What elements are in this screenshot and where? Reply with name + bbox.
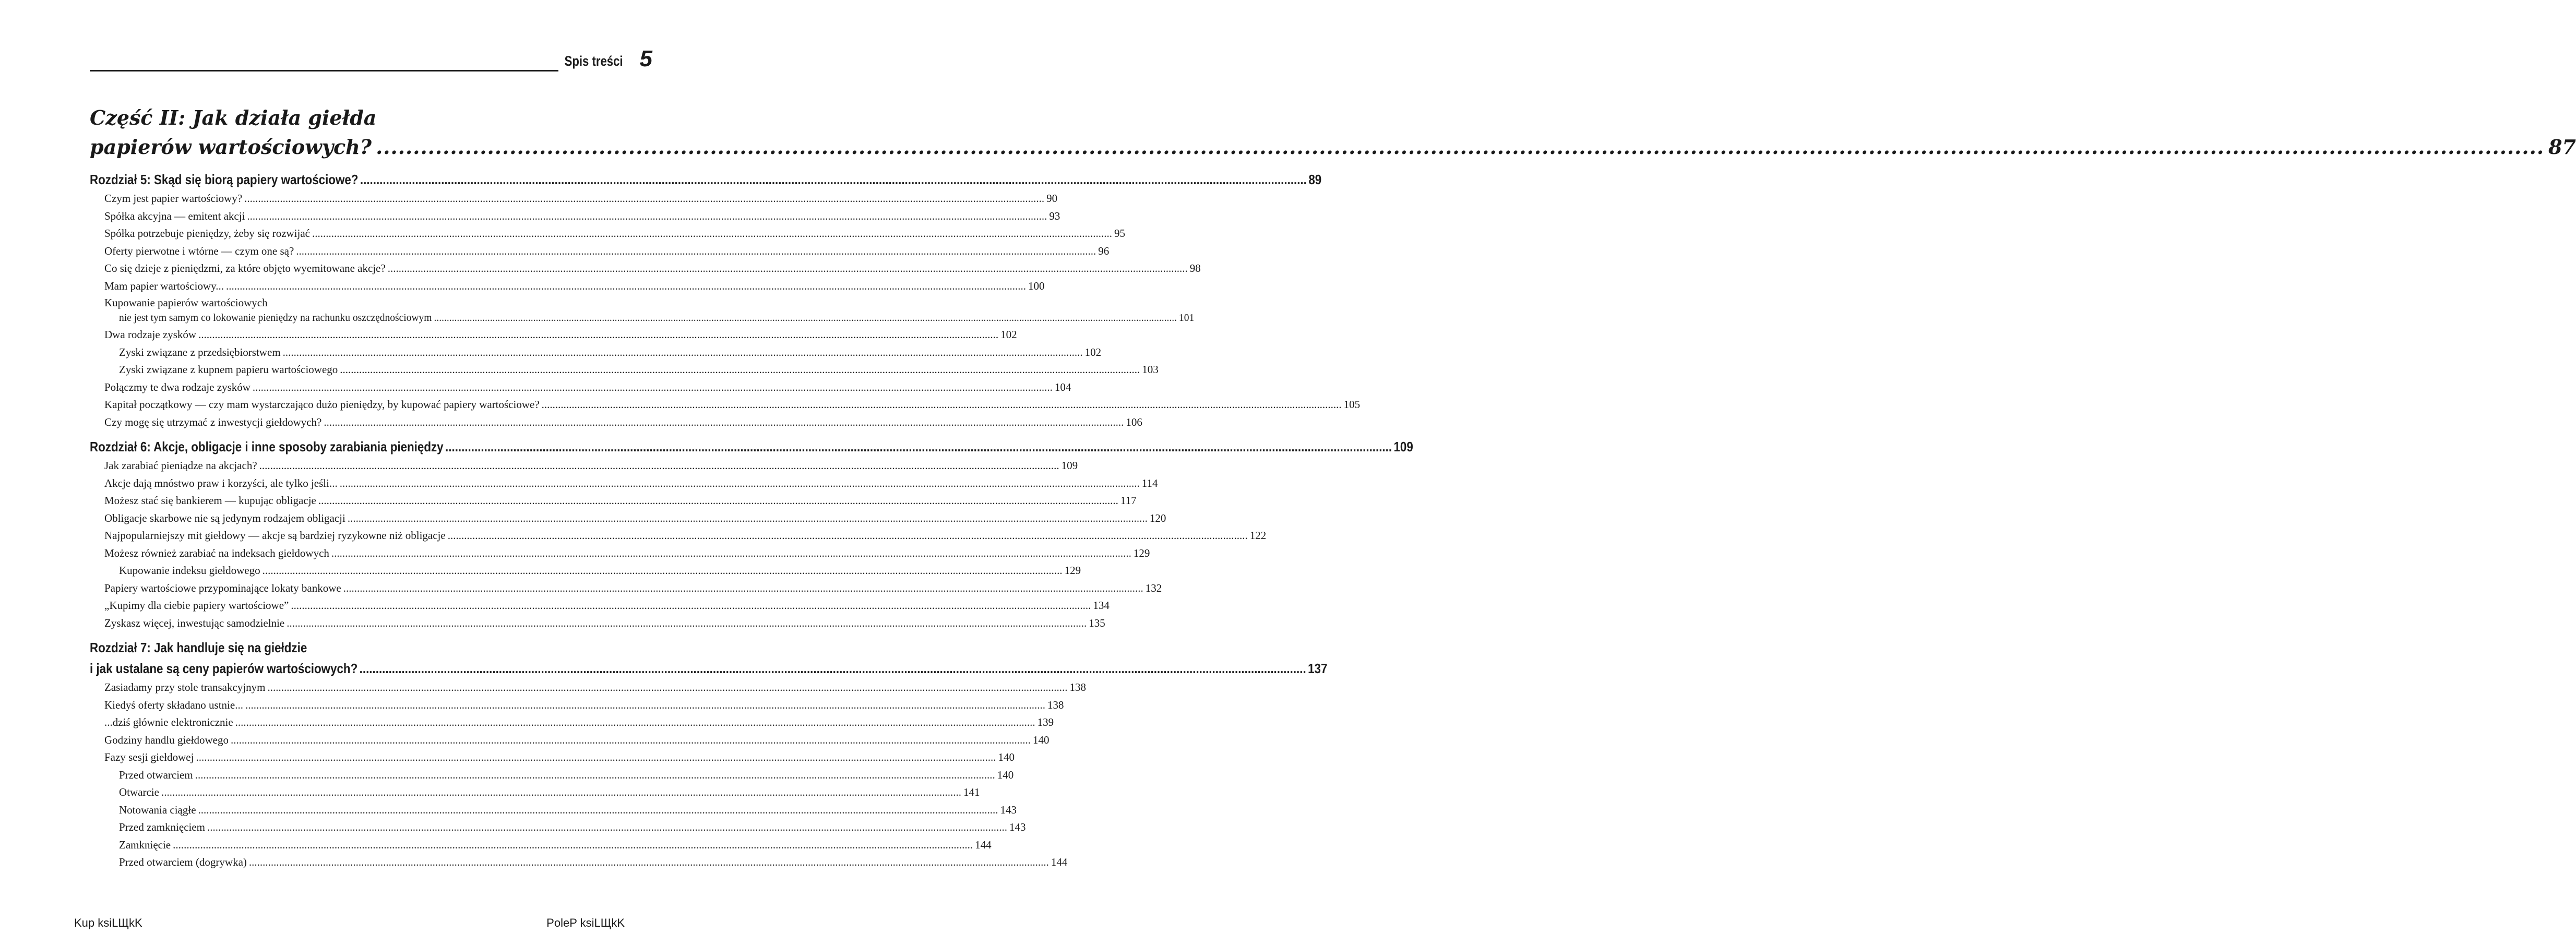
- dot-leader: ....................................................................................................................................................................................................................................................................................................: [312, 227, 1112, 240]
- toc-subentry[interactable]: [90, 784, 980, 802]
- chapter-title-line: Rozdział 7: Jak handluje się na giełdzie: [90, 640, 307, 655]
- toc-entry[interactable]: [90, 615, 1105, 632]
- running-header: [90, 47, 652, 73]
- toc-entry[interactable]: [90, 597, 1110, 615]
- chapter-title-line: [90, 169, 1322, 190]
- toc-subentry[interactable]: [90, 767, 1014, 784]
- dot-leader: ....................................................................................................................................................................................................................................................................................................: [198, 803, 998, 816]
- chapter-title-text: Rozdział 6: Akcje, obligacje i inne sposoby zarabiania pieniędzy: [90, 439, 444, 454]
- entry-title: Notowania ciągłe: [119, 803, 196, 816]
- entry-page-number: 140: [1032, 733, 1050, 746]
- entry-title: Papiery wartościowe przypominające lokaty bankowe: [104, 581, 341, 594]
- part-page-number: 87: [2548, 135, 2576, 159]
- dot-leader: ....................................................................................................................................................................................................................................................................................................: [245, 698, 1045, 711]
- entry-page-number: 102: [1084, 345, 1102, 358]
- entry-title: Dwa rodzaje zysków: [104, 328, 197, 341]
- entry-title: Możesz stać się bankierem — kupując obligacje: [104, 494, 316, 507]
- entry-page-number: 138: [1047, 698, 1064, 711]
- header-rule: [90, 70, 558, 71]
- entry-title: Fazy sesji giełdowej: [104, 751, 194, 763]
- toc-entry[interactable]: [90, 243, 1110, 260]
- toc-entry[interactable]: [90, 326, 1017, 344]
- toc-entry[interactable]: [90, 732, 1050, 749]
- footer-right-link[interactable]: PoleP ksiLЩkK: [546, 916, 625, 929]
- dot-leader: ....................................................................................................................................................................................................................................................................................................: [387, 262, 1188, 274]
- toc-entry[interactable]: [90, 260, 1201, 278]
- toc-entry[interactable]: [90, 492, 1137, 510]
- entry-page-number: 140: [998, 751, 1015, 763]
- entry-page-number: 114: [1141, 476, 1158, 489]
- dot-leader: ....................................................................................................................................................................................................................................................................................................: [248, 856, 1049, 868]
- entry-title: Zasiadamy przy stole transakcyjnym: [104, 681, 266, 693]
- entry-page-number: 132: [1145, 581, 1162, 594]
- dot-leader: ....................................................................................................................................................................................................................................................................................................: [226, 279, 1026, 292]
- toc-entry[interactable]: [90, 714, 1054, 732]
- entry-title: Czy mogę się utrzymać z inwestycji giełdowych?: [104, 415, 322, 428]
- dot-leader: ....................................................................................................................................................................................................................................................................................................: [331, 546, 1131, 559]
- dot-leader: ....................................................................................................................................................................................................................................................................................................: [339, 476, 1140, 489]
- entry-page-number: 100: [1028, 279, 1045, 292]
- toc-entry[interactable]: [90, 190, 1058, 208]
- toc-entry[interactable]: [90, 510, 1166, 528]
- dot-leader: ....................................................................................................................................................................................................................................................................................................: [252, 380, 1053, 393]
- dot-leader: ....................................................................................................................................................................................................................................................................................................: [207, 821, 1008, 833]
- toc-entry[interactable]: [90, 475, 1158, 493]
- part-heading: [90, 103, 2576, 162]
- toc-entry[interactable]: [90, 396, 1361, 414]
- dot-leader: ....................................................................................................................................................................................................................................................................................................: [541, 398, 1342, 411]
- chapter-title-text: i jak ustalane są ceny papierów wartościowych?: [90, 661, 358, 676]
- entry-page-number: 120: [1149, 511, 1166, 524]
- entry-title: Zamknięcie: [119, 838, 171, 851]
- toc-subentry[interactable]: [90, 344, 1102, 362]
- entry-page-number: 144: [975, 838, 992, 851]
- entry-page-number: 140: [997, 768, 1014, 781]
- toc-entry[interactable]: [90, 225, 1125, 243]
- table-of-contents: [90, 169, 1413, 871]
- entry-title: Przed otwarciem: [119, 768, 193, 781]
- toc-entry[interactable]: [90, 545, 1150, 563]
- chapter-title-line: [90, 658, 1328, 679]
- entry-title: Najpopularniejszy mit giełdowy — akcje są bardziej ryzykowne niż obligacje: [104, 529, 446, 542]
- dot-leader: ....................................................................................................................................................................................................................................................................................................: [267, 681, 1068, 693]
- dot-leader: ....................................................................................................................................................................................................................................................................................................: [259, 459, 1059, 472]
- dot-leader: ....................................................................................................................................................................................................................................................................................................: [198, 328, 999, 341]
- entry-page-number: 105: [1343, 398, 1361, 411]
- entry-title: ...dziś głównie elektronicznie: [104, 716, 233, 728]
- entry-title: Kupowanie indeksu giełdowego: [119, 564, 260, 577]
- part-title-line1: Część II: Jak działa giełda: [90, 106, 377, 129]
- entry-title: Połączmy te dwa rodzaje zysków: [104, 380, 251, 393]
- entry-title: Możesz również zarabiać na indeksach giełdowych: [104, 546, 329, 559]
- entry-title: Akcje dają mnóstwo praw i korzyści, ale tylko jeśli...: [104, 476, 338, 489]
- chapter-heading-inner: [90, 169, 1322, 190]
- entry-page-number: 117: [1120, 494, 1137, 507]
- entry-page-number: 122: [1249, 529, 1267, 542]
- dot-leader: ....................................................................................................................................................................................................................................................................................................: [324, 415, 1124, 428]
- toc-subentry[interactable]: [90, 361, 1159, 379]
- footer-left-link[interactable]: Kup ksiLЩkK: [74, 916, 142, 929]
- header-section-title: Spis treści: [565, 53, 623, 69]
- chapter-heading-inner: [90, 637, 1328, 679]
- dot-leader: ....................................................................................................................................................................................................................................................................................................: [235, 716, 1035, 728]
- dot-leader: ....................................................................................................................................................................................................................................................................................................: [359, 661, 1306, 676]
- toc-entry[interactable]: [90, 278, 1045, 295]
- dot-leader: ....................................................................................................................................................................................................................................................................................................: [347, 511, 1148, 524]
- toc-subentry[interactable]: [90, 562, 1081, 580]
- dot-leader: ....................................................................................................................................................................................................................................................................................................: [291, 599, 1091, 612]
- dot-leader: ....................................................................................................................................................................................................................................................................................................: [196, 751, 996, 763]
- entry-title: Spółka potrzebuje pieniędzy, żeby się rozwijać: [104, 227, 310, 240]
- toc-subentry[interactable]: [90, 819, 1026, 836]
- dot-leader: ....................................................................................................................................................................................................................................................................................................: [340, 363, 1140, 376]
- chapter-page-number: 109: [1393, 439, 1413, 454]
- toc-entry[interactable]: [90, 379, 1071, 397]
- dot-leader: ....................................................................................................................................................................................................................................................................................................: [447, 529, 1248, 542]
- dot-leader: ....................................................................................................................................................................................................................................................................................................: [318, 494, 1118, 507]
- entry-page-number: 101: [1178, 313, 1195, 324]
- dot-leader: ....................................................................................................................................................................................................................................................................................................: [434, 313, 1177, 324]
- toc-subentry[interactable]: [90, 802, 1017, 819]
- dot-leader: ....................................................................................................................................................................................................................................................................................................: [230, 733, 1031, 746]
- chapter-page-number: 89: [1308, 172, 1322, 187]
- entry-page-number: 98: [1189, 262, 1201, 274]
- chapter-heading[interactable]: [90, 436, 1413, 457]
- toc-subentry[interactable]: [90, 836, 992, 854]
- dot-leader: ....................................................................................................................................................................................................................................................................................................: [244, 192, 1045, 205]
- entry-title: nie jest tym samym co lokowanie pieniędzy na rachunku oszczędnościowym: [119, 313, 432, 324]
- entry-title: Zyski związane z kupnem papieru wartościowego: [119, 363, 338, 376]
- entry-title: Czym jest papier wartościowy?: [104, 192, 243, 205]
- toc-entry[interactable]: [90, 749, 1015, 767]
- toc-entry[interactable]: [90, 679, 1086, 697]
- entry-page-number: 93: [1049, 209, 1060, 222]
- entry-title: Mam papier wartościowy...: [104, 279, 224, 292]
- dot-leader: ....................................................................................................................................................................................................................................................................................................: [287, 616, 1087, 629]
- entry-page-number: 96: [1098, 244, 1110, 257]
- entry-title: Kapitał początkowy — czy mam wystarczająco dużo pieniędzy, by kupować papiery wartościowe?: [104, 398, 540, 411]
- entry-title: Otwarcie: [119, 786, 159, 798]
- entry-page-number: 139: [1037, 716, 1054, 728]
- dot-leader: ....................................................................................................................................................................................................................................................................................................: [247, 209, 1047, 222]
- chapter-title-line: [90, 436, 1413, 457]
- entry-title: Kiedyś oferty składano ustnie...: [104, 698, 243, 711]
- chapter-heading-inner: [90, 436, 1413, 457]
- entry-page-number: 106: [1126, 415, 1142, 428]
- toc-entry[interactable]: [90, 527, 1267, 545]
- entry-page-number: 109: [1061, 459, 1078, 472]
- entry-title: Spółka akcyjna — emitent akcji: [104, 209, 245, 222]
- dot-leader: ....................................................................................................................................................................................................................................................................................................: [376, 135, 2545, 159]
- dot-leader: ....................................................................................................................................................................................................................................................................................................: [343, 581, 1143, 594]
- entry-title: Jak zarabiać pieniądze na akcjach?: [104, 459, 257, 472]
- entry-page-number: 143: [1000, 803, 1017, 816]
- toc-entry[interactable]: [90, 457, 1078, 475]
- part-title-text: papierów wartościowych?: [90, 135, 372, 159]
- chapter-page-number: 137: [1308, 661, 1328, 676]
- chapter-heading[interactable]: [90, 637, 1328, 679]
- entry-title: Obligacje skarbowe nie są jedynym rodzajem obligacji: [104, 511, 345, 524]
- header-page-number: 5: [639, 46, 652, 71]
- entry-page-number: 138: [1069, 681, 1086, 693]
- entry-page-number: 141: [963, 786, 980, 798]
- toc-entry[interactable]: [90, 414, 1142, 432]
- toc-entry[interactable]: Kupowanie papierów wartościowych: [104, 296, 268, 309]
- entry-title: Oferty pierwotne i wtórne — czym one są?: [104, 244, 294, 257]
- dot-leader: ....................................................................................................................................................................................................................................................................................................: [445, 439, 1392, 454]
- dot-leader: ....................................................................................................................................................................................................................................................................................................: [296, 244, 1096, 257]
- dot-leader: ....................................................................................................................................................................................................................................................................................................: [173, 838, 973, 851]
- entry-page-number: 143: [1009, 821, 1026, 833]
- toc-entry[interactable]: [90, 697, 1064, 714]
- entry-title: „Kupimy dla ciebie papiery wartościowe”: [104, 599, 289, 612]
- entry-page-number: 95: [1114, 227, 1125, 240]
- entry-title: Przed zamknięciem: [119, 821, 206, 833]
- toc-entry[interactable]: [90, 580, 1162, 597]
- entry-page-number: 104: [1054, 380, 1071, 393]
- dot-leader: ....................................................................................................................................................................................................................................................................................................: [282, 345, 1083, 358]
- dot-leader: ....................................................................................................................................................................................................................................................................................................: [161, 786, 961, 798]
- entry-page-number: 134: [1093, 599, 1110, 612]
- dot-leader: ....................................................................................................................................................................................................................................................................................................: [262, 564, 1063, 577]
- part-title-line2: [90, 133, 2576, 162]
- entry-page-number: 102: [1000, 328, 1017, 341]
- chapter-title-text: Rozdział 5: Skąd się biorą papiery wartościowe?: [90, 172, 359, 187]
- entry-title: Godziny handlu giełdowego: [104, 733, 229, 746]
- toc-entry[interactable]: [90, 208, 1060, 225]
- toc-entry-continuation[interactable]: [90, 310, 1195, 326]
- entry-page-number: 90: [1046, 192, 1058, 205]
- entry-title: Co się dzieje z pieniędzmi, za które objęto wyemitowane akcje?: [104, 262, 386, 274]
- entry-page-number: 129: [1133, 546, 1150, 559]
- entry-page-number: 135: [1089, 616, 1105, 629]
- entry-page-number: 129: [1064, 564, 1081, 577]
- toc-subentry[interactable]: [90, 854, 1068, 871]
- entry-page-number: 144: [1051, 856, 1068, 868]
- entry-title: Przed otwarciem (dogrywka): [119, 856, 247, 868]
- entry-title: Zyski związane z przedsiębiorstwem: [119, 345, 281, 358]
- dot-leader: ....................................................................................................................................................................................................................................................................................................: [195, 768, 995, 781]
- dot-leader: ....................................................................................................................................................................................................................................................................................................: [360, 172, 1307, 187]
- chapter-heading[interactable]: [90, 169, 1322, 190]
- entry-page-number: 103: [1142, 363, 1159, 376]
- entry-title: Zyskasz więcej, inwestując samodzielnie: [104, 616, 285, 629]
